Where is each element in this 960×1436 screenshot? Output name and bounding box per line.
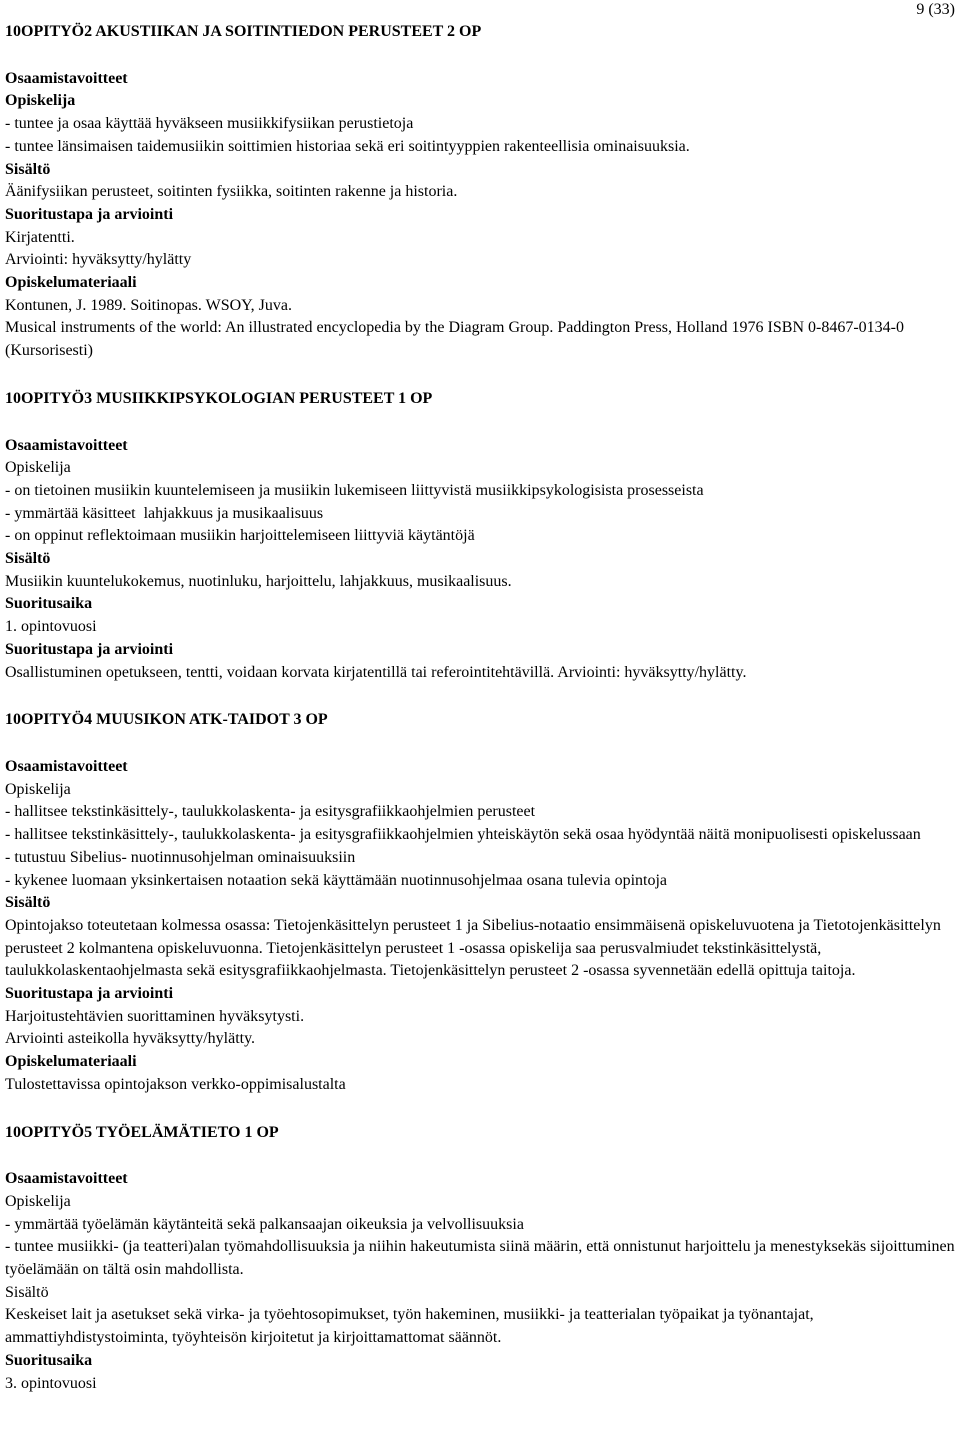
section-heading: Suoritusaika (5, 595, 93, 613)
section-heading: Osaamistavoitteet (5, 1170, 128, 1188)
text-line: Tulostettavissa opintojakson verkko-oppimisalustalta (5, 1075, 346, 1093)
text-line: - on oppinut reflektoimaan musiikin harjoittelemiseen liittyviä käytäntöjä (5, 527, 475, 545)
course-title: 10OPITYÖ2 AKUSTIIKAN JA SOITINTIEDON PERUSTEET 2 OP (5, 23, 482, 40)
course-section (5, 21, 957, 363)
text-line: - hallitsee tekstinkäsittely-, taulukkolaskenta- ja esitysgrafiikkaohjelmien yhteiskäytön sekä osaa hyödyntää näitä monipuolisesti opiskelussaan (5, 826, 921, 844)
text-line: - tutustuu Sibelius- nuotinnusohjelman ominaisuuksiin (5, 848, 356, 866)
section-heading: Opiskelija (5, 92, 76, 110)
text-line: Sisältö (5, 1283, 49, 1301)
text-line: Arviointi: hyväksytty/hylätty (5, 251, 192, 269)
section-heading: Opiskelumateriaali (5, 274, 137, 292)
section-heading: Osaamistavoitteet (5, 757, 128, 775)
text-line: Osallistuminen opetukseen, tentti, voidaan korvata kirjatentillä tai referointitehtävillä. Arviointi: hyväksytty/hylätty. (5, 663, 747, 681)
course-title: 10OPITYÖ3 MUSIIKKIPSYKOLOGIAN PERUSTEET 1 OP (5, 389, 433, 407)
section-heading: Suoritusaika (5, 1351, 93, 1369)
section-heading: Suoritustapa ja arviointi (5, 985, 174, 1003)
section-heading: Suoritustapa ja arviointi (5, 640, 174, 658)
text-line: Opiskelija (5, 459, 71, 477)
text-line: - kykenee luomaan yksinkertaisen notaation sekä käyttämään nuotinnusohjelmaa osana tulevia opintoja (5, 871, 668, 889)
text-line: - ymmärtää käsitteet lahjakkuus ja musikaalisuus (5, 504, 324, 522)
section-heading: Sisältö (5, 160, 51, 178)
text-line: Kontunen, J. 1989. Soitinopas. WSOY, Juva. (5, 296, 292, 314)
text-line: Arviointi asteikolla hyväksytty/hylätty. (5, 1030, 256, 1048)
section-heading: Osaamistavoitteet (5, 69, 128, 87)
text-line: Opintojakso toteutetaan kolmessa osassa: Tietojenkäsittelyn perusteet 1 ja Sibelius-notaatio ensimmäisenä opiskeluvuotena ja Tietotojenkäsittelyn perusteet 2 kolmantena opiskeluvuonna. Tietojenkäsittelyn perusteet 1 -osassa opiskelija saa perusvalmiudet tekstinkäsittelystä, taulukkolaskentaohjelmasta sekä esitysgrafiikkaohjelmasta. Tietojenkäsittelyn perusteet 2 -osassa syvennetään edellä opittuja taitoja. (5, 916, 945, 980)
text-line: Opiskelija (5, 1192, 71, 1210)
section-heading: Sisältö (5, 894, 51, 912)
course-title: 10OPITYÖ5 TYÖELÄMÄTIETO 1 OP (5, 1123, 279, 1141)
text-line: - tuntee ja osaa käyttää hyväkseen musiikkifysiikan perustietoja (5, 115, 414, 133)
document-body (5, 21, 957, 1395)
section-heading: Opiskelumateriaali (5, 1053, 137, 1071)
text-line: Harjoitustehtävien suorittaminen hyväksytysti. (5, 1007, 305, 1025)
text-line: - hallitsee tekstinkäsittely-, taulukkolaskenta- ja esitysgrafiikkaohjelmien perusteet (5, 803, 536, 821)
course-section (5, 709, 957, 1096)
section-heading: Suoritustapa ja arviointi (5, 205, 174, 223)
text-line: 3. opintovuosi (5, 1374, 97, 1392)
text-line: Opiskelija (5, 780, 71, 798)
text-line: Musical instruments of the world: An illustrated encyclopedia by the Diagram Group. Paddington Press, Holland 1976 ISBN 0-8467-0134-0 (Kursorisesti) (5, 319, 908, 360)
section-heading: Osaamistavoitteet (5, 436, 128, 454)
section-heading: Sisältö (5, 550, 51, 568)
text-line: - ymmärtää työelämän käytänteitä sekä palkansaajan oikeuksia ja velvollisuuksia (5, 1215, 524, 1233)
course-section (5, 1122, 957, 1396)
course-section (5, 388, 957, 684)
text-line: - on tietoinen musiikin kuuntelemiseen ja musiikin lukemiseen liittyvistä musiikkipsykologisista prosesseista (5, 481, 704, 499)
text-line: Musiikin kuuntelukokemus, nuotinluku, harjoittelu, lahjakkuus, musikaalisuus. (5, 572, 512, 590)
text-line: - tuntee länsimaisen taidemusiikin soittimien historiaa sekä eri soitintyyppien rakenteellisia ominaisuuksia. (5, 137, 690, 155)
text-line: - tuntee musiikki- (ja teatteri)alan työmahdollisuuksia ja niihin hakeutumista siinä määrin, että onnistunut harjoittelu ja menestyksekäs sijoittuminen työelämään on tältä osin mahdollista. (5, 1238, 959, 1279)
text-line: Keskeiset lait ja asetukset sekä virka- ja työehtosopimukset, työn hakeminen, musiikki- ja teatterialan työpaikat ja työnantajat, ammattiyhdistystoiminta, työyhteisön kirjoitetut ja kirjoittamattomat säännöt. (5, 1306, 818, 1347)
page-number: 9 (33) (916, 1, 955, 18)
text-line: Äänifysiikan perusteet, soitinten fysiikka, soitinten rakenne ja historia. (5, 183, 458, 201)
course-title: 10OPITYÖ4 MUUSIKON ATK-TAIDOT 3 OP (5, 711, 328, 729)
text-line: Kirjatentti. (5, 228, 75, 246)
text-line: 1. opintovuosi (5, 618, 97, 636)
